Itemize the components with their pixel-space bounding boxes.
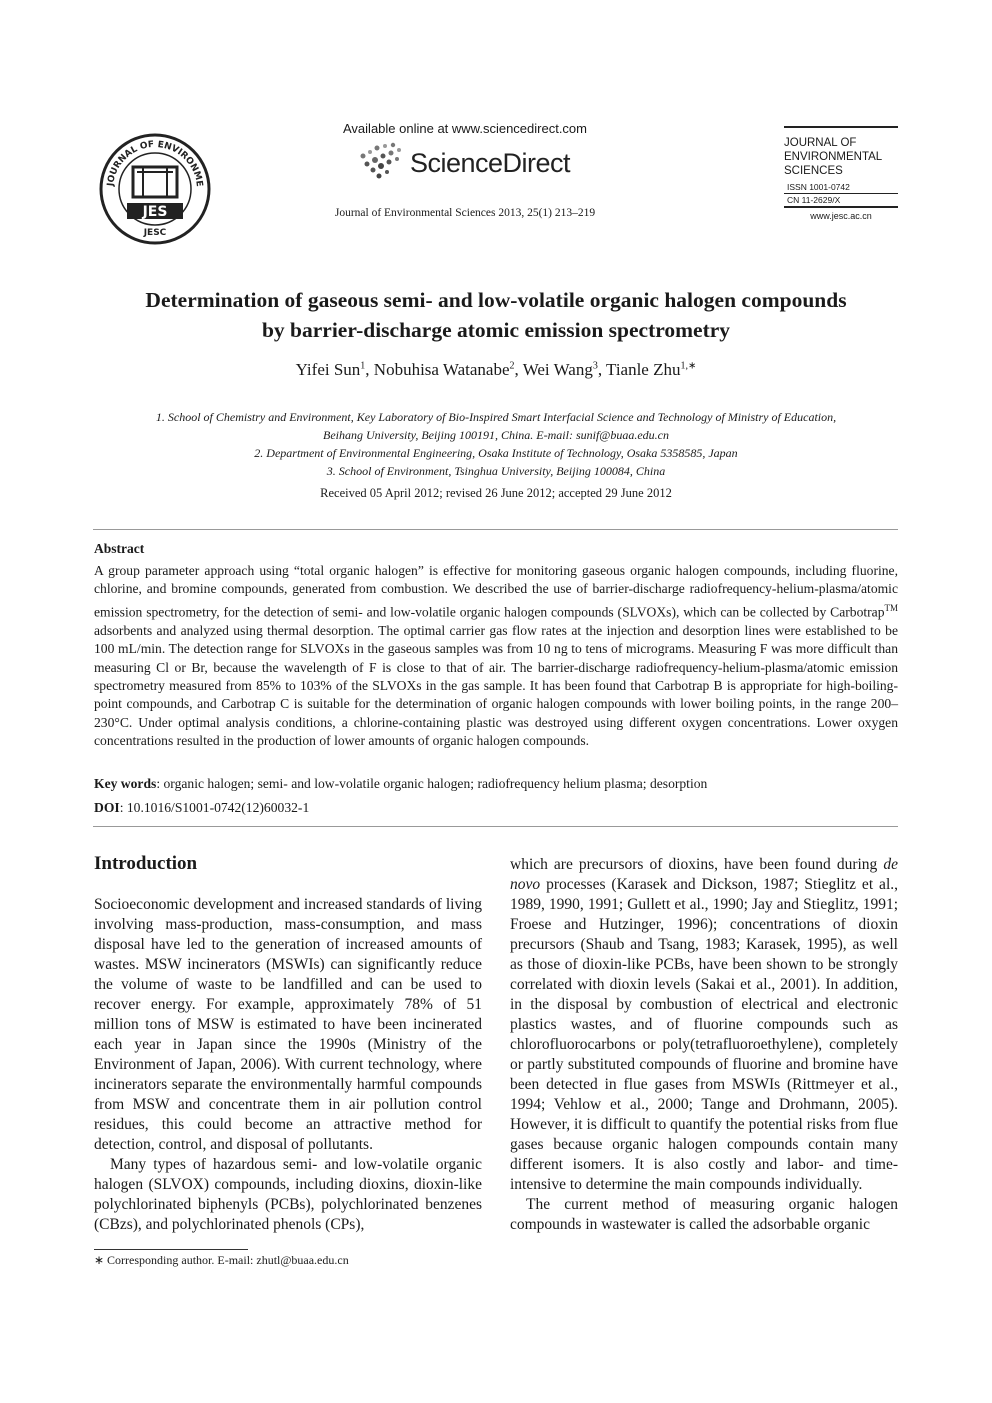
affiliation-line: 2. Department of Environmental Engineering, Osaka Institute of Technology, Osaka 5358585, Japan — [254, 446, 738, 460]
corresponding-author-footnote: ∗ Corresponding author. E-mail: zhutl@buaa.edu.cn — [94, 1253, 349, 1267]
affiliations — [90, 408, 902, 480]
author-affiliation-mark: 2 — [509, 360, 515, 372]
svg-text:JOURNAL OF ENVIRONMENTAL SCIEN: JOURNAL OF ENVIRONME — [106, 139, 205, 188]
trademark-mark: TM — [884, 602, 898, 613]
divider-bottom — [93, 826, 898, 827]
svg-text:JES: JES — [142, 204, 168, 220]
footnote-rule — [94, 1249, 248, 1250]
journal-citation: Journal of Environmental Sciences 2013, 25(1) 213–219 — [334, 207, 596, 219]
title-line-1: Determination of gaseous semi- and low-volatile organic halogen compounds — [145, 288, 847, 312]
journal-info-box — [784, 126, 898, 221]
journal-cn: CN 11-2629/X — [787, 195, 841, 205]
journal-name-line-3: SCIENCES — [784, 165, 843, 177]
affiliation-line: 1. School of Chemistry and Environment, Key Laboratory of Bio-Inspired Smart Interfacial Science and Technology of Ministry of Education, — [155, 410, 837, 424]
paragraph — [510, 855, 898, 1195]
abstract-body — [94, 562, 898, 751]
abstract-text-part-1: A group parameter approach using “total organic halogen” is effective for monitoring gaseous organic halogen compounds, including fluorine, chlorine, and bromine compounds, generated from combustion. We described the use of barrier-discharge radiofrequency-helium-plasma/atomic emission spectrometry, for the detection of semi- and low-volatile organic halogen compounds (SLVOXs), which can be collected by Carbotrap — [94, 563, 898, 620]
abstract-heading: Abstract — [94, 541, 145, 556]
paragraph-text: processes (Karasek and Dickson, 1987; Stieglitz et al., 1989, 1990, 1991; Gullett et al., 1990; Jay and Stieglitz, 1991; Froese and Hutzinger, 1996); concentrations of dioxin precursors (Shaub and Tsang, 1983; Karasek, 1995), as well as those of dioxin-like PCBs, have been shown to be strongly correlated with dioxin levels (Sakai et al., 2001). In addition, in the disposal by combustion of electrical and electronic plastics wastes, and of fluorine compounds such as chlorofluorocarbons or poly(tetrafluoroethylene), completely or partly substituted compounds of fluorine and bromine have been detected in flue gases from MSWIs (Rittmeyer et al., 1994; Vehlow et al., 2000; Tange and Drohmann, 2005). However, it is difficult to quantify the potential risks from flue gases because organic halogen compounds contain many different isomers. It is also costly and labor- and time-intensive to determine the main compounds individually. — [510, 876, 898, 1193]
author-name: Wei Wang — [522, 360, 593, 379]
keywords-label: Key words — [94, 776, 157, 791]
author-name: Tianle Zhu — [606, 360, 681, 379]
author-name: Yifei Sun — [295, 360, 361, 379]
journal-name — [784, 128, 898, 178]
keywords — [94, 776, 898, 792]
affiliation-line: Beihang University, Beijing 100191, China. E-mail: sunif@buaa.edu.cn — [323, 428, 669, 442]
sciencedirect-wordmark: ScienceDirect — [410, 148, 571, 178]
journal-url: www.jesc.ac.cn — [810, 211, 872, 221]
paragraph: Socioeconomic development and increased standards of living involving mass-production, mass-consumption, and mass disposal have led to the generation of increased amounts of wastes. MSW incinerators (MSWIs) can significantly reduce the volume of waste to be landfilled and can be used to recover energy. For example, approximately 78% of 51 million tons of MSW is estimated to have been incinerated each year in Japan since the 1990s (Ministry of the Environment of Japan, 2006). With current technology, where incinerators separate the environmentally harmful compounds from MSW and concentrate them in air pollution control residues, this could become an attractive method for detection, control, and disposal of pollutants. — [94, 896, 482, 1153]
doi-label: DOI — [94, 800, 120, 815]
body-column-right — [510, 855, 898, 1235]
available-online-text: Available online at www.sciencedirect.com — [343, 121, 587, 136]
affiliation-line: 3. School of Environment, Tsinghua University, Beijing 100084, China — [326, 464, 666, 478]
divider-top — [93, 529, 898, 530]
paragraph: Many types of hazardous semi- and low-volatile organic halogen (SLVOX) compounds, including dioxins, dioxin-like polychlorinated biphenyls (PCBs), polychlorinated benzenes (CBzs), and polychlorinated phenols (CPs), — [94, 1156, 482, 1233]
doi-link[interactable]: : 10.1016/S1001-0742(12)60032-1 — [119, 800, 310, 815]
author-name: Nobuhisa Watanabe — [373, 360, 510, 379]
author-affiliation-mark: 3 — [592, 360, 598, 372]
journal-issn: ISSN 1001-0742 — [787, 182, 850, 192]
svg-text:JESC: JESC — [143, 228, 167, 238]
paragraph: The current method of measuring organic halogen compounds in wastewater is called the adsorbable organic — [510, 1196, 898, 1233]
doi — [94, 800, 898, 816]
author-affiliation-mark: 1,∗ — [680, 360, 697, 372]
received-dates: Received 05 April 2012; revised 26 June 2012; accepted 29 June 2012 — [320, 486, 672, 500]
paragraph-text: which are precursors of dioxins, have been found during — [510, 856, 884, 873]
abstract-text-part-2: adsorbents and analyzed using thermal desorption. The optimal carrier gas flow rates at the injection and desorption lines were established to be 100 mL/min. The detection range for SLVOXs in the gaseous samples was from 10 ng to tens of micrograms. Measuring F was more difficult than measuring Cl or Br, because the wavelength of F is close to that of air. The barrier-discharge radiofrequency-helium-plasma/atomic emission spectrometry measured from 85% to 103% of the SLVOXs in the gas sample. It has been found that Carbotrap B is appropriate for high-boiling-point compounds, and Carbotrap C is suitable for the determination of organic halogen compounds with lower boiling points, in the range 200–230°C. Under optimal analysis conditions, a chlorine-containing plastic was destroyed using different oxygen concentrations. Lower oxygen concentrations resulted in the production of lower amounts of organic halogen compounds. — [94, 622, 898, 749]
section-heading-introduction: Introduction — [94, 853, 198, 874]
keywords-text: : organic halogen; semi- and low-volatile organic halogen; radiofrequency helium plasma; desorption — [156, 776, 708, 791]
body-column-left — [94, 895, 482, 1235]
paper-title — [90, 285, 902, 345]
italic-term: de novo — [510, 856, 898, 893]
journal-name-line-2: ENVIRONMENTAL — [784, 151, 883, 163]
title-line-2: by barrier-discharge atomic emission spectrometry — [261, 318, 731, 342]
author-list: Yifei Sun$^1$, Nobuhisa Watanabe$^2$, Wei Wang$^3$, Tianle Zhu$^{1,∗}$ — [295, 360, 697, 379]
journal-name-line-1: JOURNAL OF — [784, 137, 857, 149]
author-affiliation-mark: 1 — [360, 360, 366, 372]
journal-logo — [93, 127, 217, 245]
